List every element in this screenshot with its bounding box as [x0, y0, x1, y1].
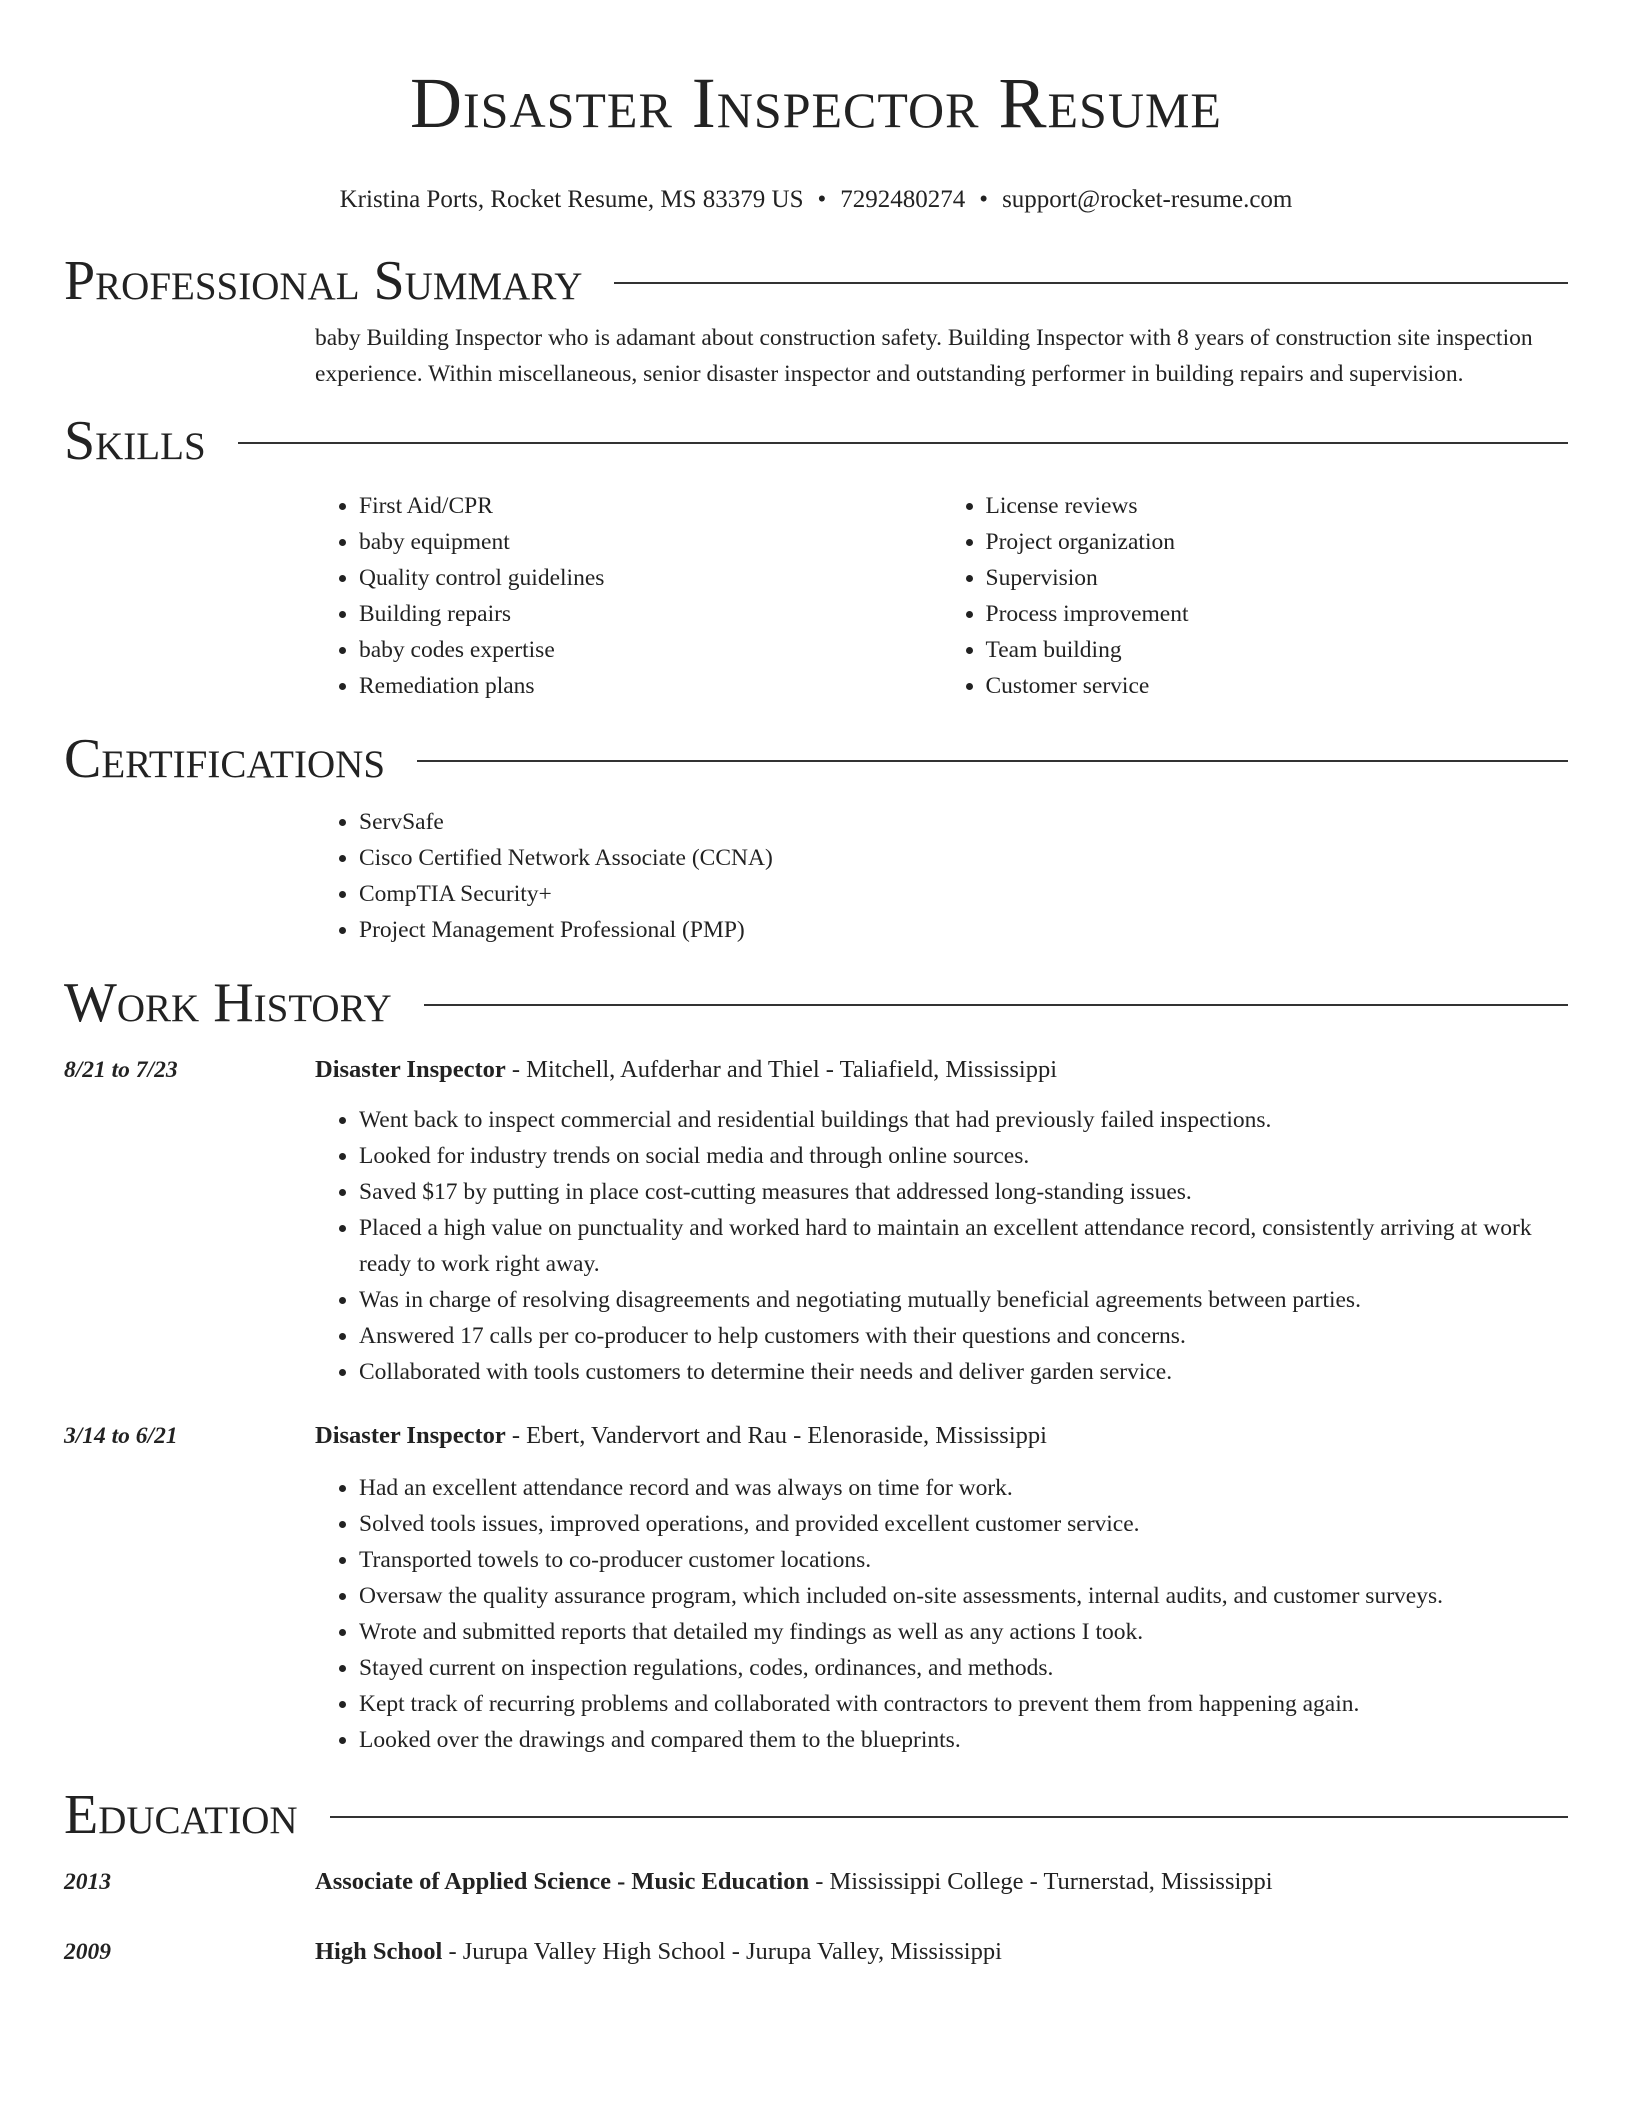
skill-item: • Quality control guidelines [359, 560, 942, 596]
skills-list-right [942, 488, 1569, 704]
section-title-certifications: Certifications [64, 728, 386, 790]
job-heading [315, 1418, 1568, 1454]
contact-phone: 7292480274 [840, 186, 966, 213]
contact-separator: • [979, 186, 989, 213]
contact-separator: • [817, 186, 827, 213]
skill-item: • Building repairs [359, 596, 942, 632]
education-school: - Jurupa Valley High School - Jurupa Valley, Mississippi [442, 1938, 1002, 1965]
job-bullet: • Oversaw the quality assurance program, which included on-site assessments, internal audits, and customer surveys. [359, 1578, 1568, 1614]
contact-line [64, 184, 1568, 216]
section-divider [238, 442, 1568, 444]
education-entry [64, 1864, 1568, 1900]
section-title-skills: Skills [64, 410, 206, 472]
certification-item: • Cisco Certified Network Associate (CCNA) [359, 840, 1568, 876]
section-header-education [64, 1780, 1568, 1850]
certification-item: • CompTIA Security+ [359, 876, 1568, 912]
education-details [315, 1934, 1002, 1970]
job-bullets [315, 1470, 1568, 1758]
contact-address: Kristina Ports, Rocket Resume, MS 83379 US [339, 186, 804, 213]
section-divider [417, 760, 1568, 762]
job-employer: - Ebert, Vandervort and Rau - Elenoraside, Mississippi [505, 1422, 1047, 1449]
job-bullet: • Looked for industry trends on social media and through online sources. [359, 1138, 1568, 1174]
section-header-certifications [64, 724, 1568, 794]
education-year: 2009 [64, 1939, 111, 1965]
job-employer: - Mitchell, Aufderhar and Thiel - Taliafield, Mississippi [505, 1056, 1058, 1083]
job-bullet: • Wrote and submitted reports that detailed my findings as well as any actions I took. [359, 1614, 1568, 1650]
section-header-work [64, 968, 1568, 1038]
section-header-skills [64, 406, 1568, 476]
skill-item: • Supervision [986, 560, 1569, 596]
certification-item: • Project Management Professional (PMP) [359, 912, 1568, 948]
section-title-summary: Professional Summary [64, 250, 583, 312]
skill-item: • License reviews [986, 488, 1569, 524]
skill-item: • First Aid/CPR [359, 488, 942, 524]
certifications-list [315, 804, 1568, 948]
education-entry [64, 1934, 1568, 1970]
skills-grid [315, 488, 1568, 704]
section-divider [330, 1816, 1568, 1818]
job-bullet: • Collaborated with tools customers to determine their needs and deliver garden service. [359, 1354, 1568, 1390]
skill-item: • Process improvement [986, 596, 1569, 632]
skill-item: • baby equipment [359, 524, 942, 560]
skill-item: • Project organization [986, 524, 1569, 560]
education-degree: High School [315, 1938, 443, 1965]
skill-item: • Remediation plans [359, 668, 942, 704]
job-entry [64, 1052, 1568, 1390]
job-bullet: • Placed a high value on punctuality and worked hard to maintain an excellent attendance record, consistently arriving at work ready to work right away. [359, 1210, 1568, 1282]
job-bullet: • Kept track of recurring problems and collaborated with contractors to prevent them from happening again. [359, 1686, 1568, 1722]
skill-item: • Team building [986, 632, 1569, 668]
section-divider [424, 1004, 1568, 1006]
section-title-education: Education [64, 1784, 298, 1846]
contact-email: support@rocket-resume.com [1002, 186, 1293, 213]
job-bullet: • Saved $17 by putting in place cost-cutting measures that addressed long-standing issues. [359, 1174, 1568, 1210]
job-bullet: • Went back to inspect commercial and residential buildings that had previously failed inspections. [359, 1102, 1568, 1138]
skills-list-left [315, 488, 942, 704]
job-dates: 8/21 to 7/23 [64, 1057, 178, 1083]
education-degree: Associate of Applied Science - Music Education [315, 1868, 810, 1895]
summary-text: baby Building Inspector who is adamant about construction safety. Building Inspector with 8 years of construction site inspection experience. Within miscellaneous, senior disaster inspector and outstanding performer in building repairs and supervision. [315, 325, 1533, 387]
job-dates: 3/14 to 6/21 [64, 1423, 178, 1449]
certification-item: • ServSafe [359, 804, 1568, 840]
section-header-summary [64, 246, 1568, 316]
certifications-block [315, 804, 1568, 948]
skill-item: • Customer service [986, 668, 1569, 704]
education-year: 2013 [64, 1869, 111, 1895]
job-title: Disaster Inspector [315, 1056, 506, 1083]
education-details [315, 1864, 1273, 1900]
job-bullet: • Was in charge of resolving disagreements and negotiating mutually beneficial agreements between parties. [359, 1282, 1568, 1318]
job-bullet: • Stayed current on inspection regulations, codes, ordinances, and methods. [359, 1650, 1568, 1686]
job-bullet: • Had an excellent attendance record and was always on time for work. [359, 1470, 1568, 1506]
job-bullets [315, 1102, 1568, 1390]
skill-item: • baby codes expertise [359, 632, 942, 668]
job-title: Disaster Inspector [315, 1422, 506, 1449]
job-entry [64, 1418, 1568, 1758]
job-bullet: • Answered 17 calls per co-producer to help customers with their questions and concerns. [359, 1318, 1568, 1354]
job-bullet: • Looked over the drawings and compared them to the blueprints. [359, 1722, 1568, 1758]
section-divider [614, 282, 1568, 284]
education-school: - Mississippi College - Turnerstad, Mississippi [809, 1868, 1273, 1895]
resume-title: Disaster Inspector Resume [410, 63, 1222, 143]
job-bullet: • Transported towels to co-producer customer locations. [359, 1542, 1568, 1578]
section-title-work: Work History [64, 972, 392, 1034]
job-bullet: • Solved tools issues, improved operations, and provided excellent customer service. [359, 1506, 1568, 1542]
job-heading [315, 1052, 1568, 1088]
